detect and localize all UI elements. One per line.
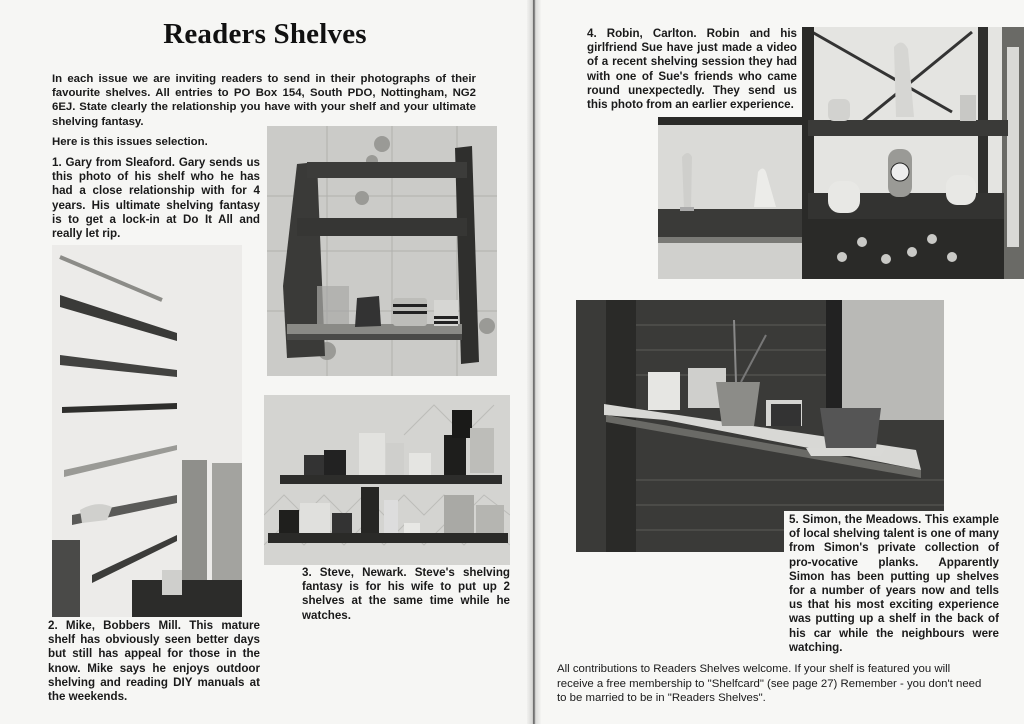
caption-5: 5. Simon, the Meadows. This example of local shelving talent is one of many from Simon's private collection of pro-vocative planks. Apparently Simon has been putting up shelves for a number of years now and tells us that his most exciting experience was putting up a shelf in the back of his car while the neighbours were watching. xyxy=(789,513,999,654)
caption-1: 1. Gary from Sleaford. Gary sends us this photo of his shelf who he has had a close relationship with for 4 years. His ultimate shelving fantasy is to get a lock-in at Do It All and really let rip. xyxy=(52,156,260,241)
caption-2: 2. Mike, Bobbers Mill. This mature shelf has obviously seen better days but still has appeal for those in the know. Mike says he enjoys outdoor shelving and reading DIY manuals at the weekends. xyxy=(48,619,260,704)
photo-4-figurines xyxy=(658,117,804,279)
photo-4-shelving-unit xyxy=(802,27,1024,279)
page-gutter xyxy=(527,0,541,724)
caption-3: 3. Steve, Newark. Steve's shelving fantasy is for his wife to put up 2 shelves at the same time while he watches. xyxy=(302,566,510,622)
footer-note: All contributions to Readers Shelves welcome. If your shelf is featured you will receive a free membership to "Shelfcard" (see page 27) Remember - you don't need to be married to be in "Readers Shelves". xyxy=(557,663,982,704)
photo-1-plate-rack xyxy=(267,126,497,376)
selection-line: Here is this issues selection. xyxy=(52,136,208,148)
photo-2-bare-shelves xyxy=(52,245,242,617)
caption-4: 4. Robin, Carlton. Robin and his girlfriend Sue have just made a video of a recent shelving session they had with one of Sue's friends who came round unexpectedly. They send us this photo from an earlier experience. xyxy=(587,27,797,112)
article-title: Readers Shelves xyxy=(163,18,367,50)
intro-paragraph: In each issue we are inviting readers to send in their photographs of their favourite shelves. All entries to PO Box 154, South PDO, Nottingham, NG2 6EJ. State clearly the relationship you have with your shelf and your ultimate shelving fantasy. xyxy=(52,73,476,128)
photo-3-collectibles xyxy=(264,395,510,565)
